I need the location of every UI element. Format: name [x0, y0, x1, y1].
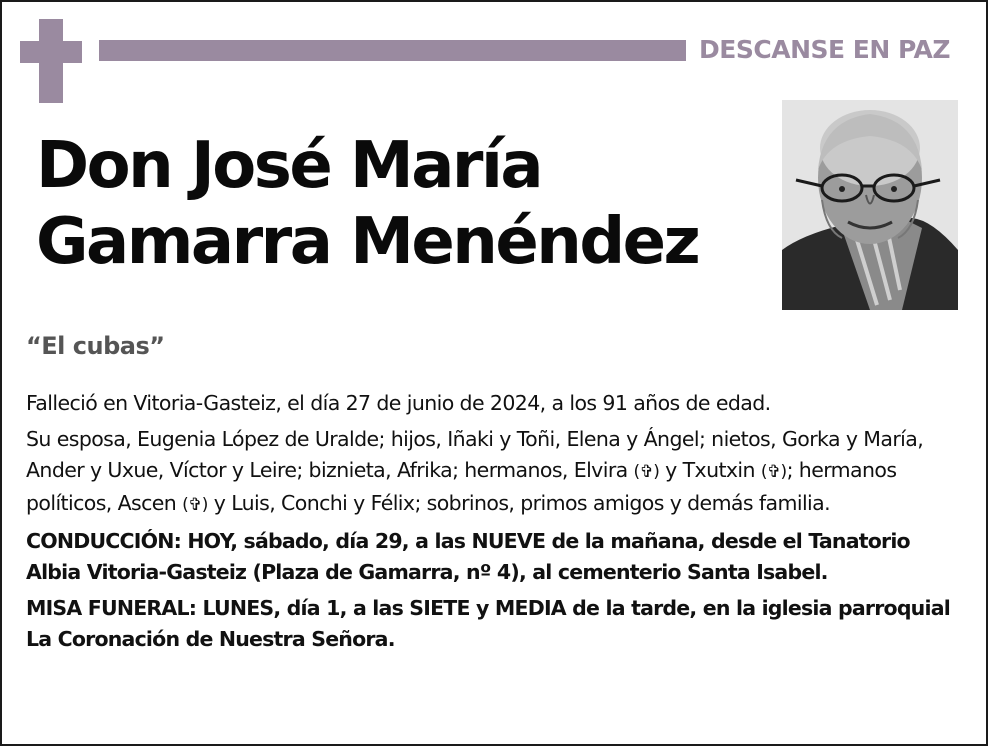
death-paragraph: Falleció en Vitoria-Gasteiz, el día 27 de junio de 2024, a los 91 años de edad. [26, 391, 771, 415]
family-text-2: y Txutxin [665, 458, 755, 482]
conduccion-paragraph: CONDUCCIÓN: HOY, sábado, día 29, a las NUEVE de la mañana, desde el Tanatorio Albia Vitoria-Gasteiz (Plaza de Gamarra, nº 4), al cementerio Santa Isabel. [26, 529, 910, 584]
header-rule [99, 40, 686, 61]
portrait-illustration [782, 100, 958, 310]
nickname: “El cubas” [26, 332, 165, 360]
portrait-photo [782, 100, 958, 310]
family-text-4: y Luis, Conchi y Félix; sobrinos, primos amigos y demás familia. [213, 491, 831, 515]
cross-horizontal [20, 41, 82, 63]
name-line-1: Don José María [36, 129, 542, 203]
family-text-1: Su esposa, Eugenia López de Uralde; hijos, Iñaki y Toñi, Elena y Ángel; nietos, Gorka y María, Ander y Uxue, Víctor y Leire; biznieta, Afrika; hermanos, Elvira [26, 427, 924, 482]
misa-paragraph: MISA FUNERAL: LUNES, día 1, a las SIETE y MEDIA de la tarde, en la iglesia parroquial La Coronación de Nuestra Señora. [26, 596, 950, 651]
deceased-name [36, 128, 698, 280]
family-paragraph [26, 424, 956, 521]
header-label: DESCANSE EN PAZ [699, 35, 950, 64]
deceased-cross-icon: (✞) [182, 495, 208, 515]
deceased-cross-icon: (✞) [633, 462, 660, 482]
deceased-cross-icon: (✞) [760, 462, 787, 482]
name-line-2: Gamarra Menéndez [36, 205, 699, 279]
notice-body [26, 388, 956, 660]
family-text-3: ; hermanos políticos, Ascen [26, 458, 897, 515]
